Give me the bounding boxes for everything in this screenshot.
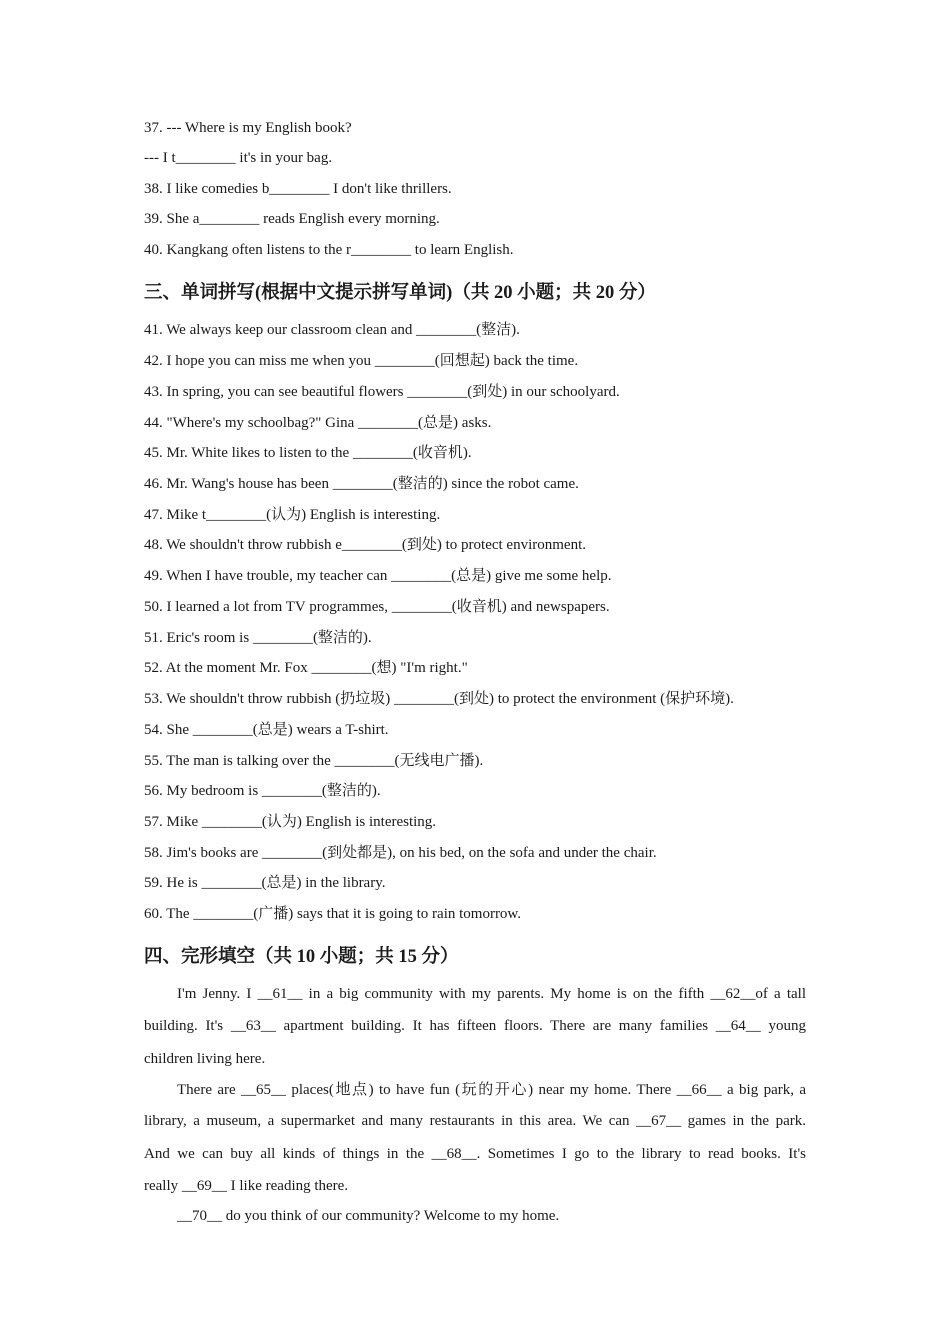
cloze-line-8: __70__ do you think of our community? Welcome to my home. [177, 1208, 560, 1224]
question-55: 55. The man is talking over the ________(无线电广播). [144, 753, 484, 769]
cloze-line-1: I'm Jenny. I __61__ in a big community with my parents. My home is on the fifth __62__of a tall [177, 986, 806, 1002]
question-57: 57. Mike ________(认为) English is interesting. [144, 814, 437, 830]
question-54: 54. She ________(总是) wears a T-shirt. [144, 722, 389, 738]
question-40: 40. Kangkang often listens to the r________ to learn English. [144, 242, 514, 258]
question-50: 50. I learned a lot from TV programmes, ________(收音机) and newspapers. [144, 599, 610, 615]
question-52: 52. At the moment Mr. Fox ________(想) "I'm right." [144, 660, 468, 676]
cloze-line-4: There are __65__ places(地点) to have fun (玩的开心) near my home. There __66__ a big park, a [177, 1082, 806, 1098]
question-58: 58. Jim's books are ________(到处都是), on his bed, on the sofa and under the chair. [144, 845, 657, 861]
question-44: 44. "Where's my schoolbag?" Gina ________(总是) asks. [144, 415, 492, 431]
cloze-line-2: building. It's __63__ apartment building. It has fifteen floors. There are many families __64__ young [144, 1018, 806, 1034]
question-39: 39. She a________ reads English every morning. [144, 211, 440, 227]
cloze-line-3: children living here. [144, 1051, 266, 1067]
cloze-line-6: And we can buy all kinds of things in the __68__. Sometimes I go to the library to read books. It's [144, 1146, 806, 1162]
question-41: 41. We always keep our classroom clean and ________(整洁). [144, 322, 520, 338]
question-43: 43. In spring, you can see beautiful flowers ________(到处) in our schoolyard. [144, 384, 620, 400]
question-46: 46. Mr. Wang's house has been ________(整洁的) since the robot came. [144, 476, 579, 492]
question-56: 56. My bedroom is ________(整洁的). [144, 783, 381, 799]
question-38: 38. I like comedies b________ I don't like thrillers. [144, 181, 452, 197]
question-59: 59. He is ________(总是) in the library. [144, 875, 386, 891]
question-37-line1: 37. --- Where is my English book? [144, 120, 352, 136]
question-45: 45. Mr. White likes to listen to the ________(收音机). [144, 445, 472, 461]
question-53: 53. We shouldn't throw rubbish (扔垃圾) ________(到处) to protect the environment (保护环境). [144, 691, 734, 707]
question-47: 47. Mike t________(认为) English is interesting. [144, 507, 441, 523]
cloze-line-7: really __69__ I like reading there. [144, 1178, 349, 1194]
question-48: 48. We shouldn't throw rubbish e________(到处) to protect environment. [144, 537, 586, 553]
question-49: 49. When I have trouble, my teacher can ________(总是) give me some help. [144, 568, 612, 584]
cloze-line-5: library, a museum, a supermarket and many restaurants in this area. We can __67__ games in the park. [144, 1113, 806, 1129]
section-4-heading: 四、完形填空（共 10 小题；共 15 分） [144, 947, 459, 967]
question-42: 42. I hope you can miss me when you ________(回想起) back the time. [144, 353, 579, 369]
section-3-heading: 三、单词拼写(根据中文提示拼写单词)（共 20 小题；共 20 分） [144, 283, 656, 303]
question-60: 60. The ________(广播) says that it is going to rain tomorrow. [144, 906, 522, 922]
question-37-line2: --- I t________ it's in your bag. [144, 150, 333, 166]
question-51: 51. Eric's room is ________(整洁的). [144, 630, 372, 646]
